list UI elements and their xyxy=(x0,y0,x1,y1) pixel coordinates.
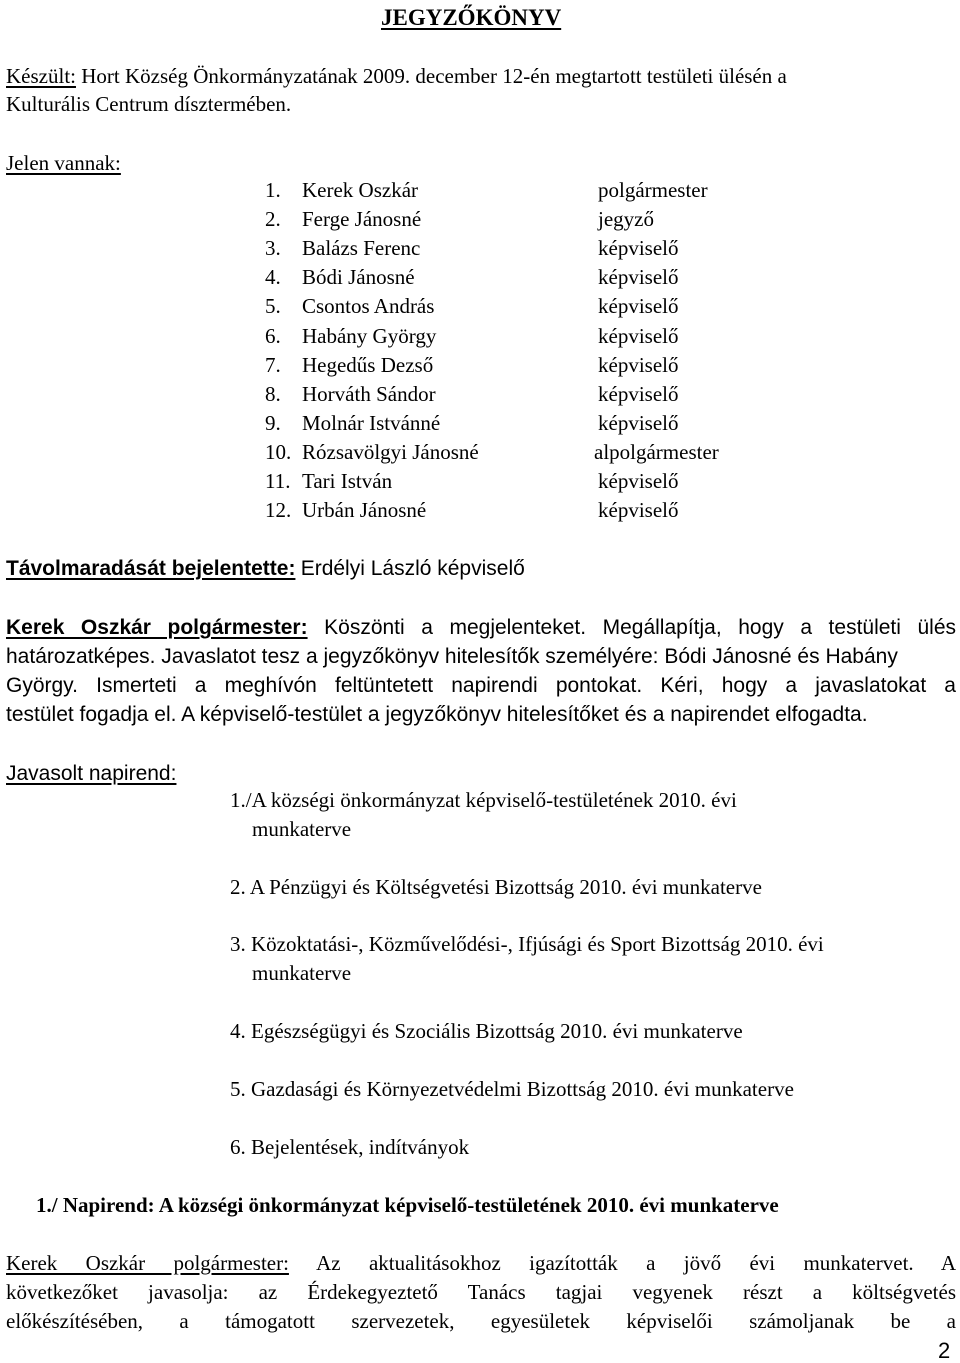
agenda-label: Javasolt napirend: xyxy=(6,762,177,785)
member-number: 11. xyxy=(265,469,291,493)
mayor-intro-text-1: Köszönti a megjelenteket. Megállapítja, hogy a testületi ülés xyxy=(324,616,956,639)
member-name: Kerek Oszkár xyxy=(302,178,419,202)
member-number: 3. xyxy=(265,236,281,260)
member-name: Csontos András xyxy=(302,294,435,318)
member-number: 5. xyxy=(265,294,281,318)
member-number: 12. xyxy=(265,498,292,522)
document-title: JEGYZŐKÖNYV xyxy=(381,5,562,30)
member-number: 9. xyxy=(265,411,281,435)
member-role: jegyző xyxy=(598,207,654,231)
member-role: képviselő xyxy=(598,469,679,493)
member-name: Balázs Ferenc xyxy=(302,236,421,260)
absent-text: Erdélyi László képviselő xyxy=(300,557,525,580)
agenda-item-3-line-2: munkaterve xyxy=(252,961,352,985)
section-1-line-1 xyxy=(6,1253,956,1274)
member-name: Bódi Jánosné xyxy=(302,265,415,289)
mayor-intro-line-1 xyxy=(6,617,956,638)
member-name: Rózsavölgyi Jánosné xyxy=(302,440,479,464)
mayor-intro-text-3: György. Ismerteti a meghívón feltüntetett napirendi pontokat. Kéri, hogy a javaslatokat a xyxy=(6,674,956,697)
agenda-item-3-line-1: 3. Közoktatási-, Közművelődési-, Ifjúsági és Sport Bizottság 2010. évi xyxy=(230,932,824,956)
absent-line xyxy=(6,558,525,579)
member-role: képviselő xyxy=(598,265,679,289)
member-role: képviselő xyxy=(598,236,679,260)
member-number: 7. xyxy=(265,353,281,377)
section-1-text-3: előkészítésében, a támogatott szervezetek, egyesületek képviselői számoljanak be a xyxy=(6,1309,956,1333)
member-name: Urbán Jánosné xyxy=(302,498,427,522)
section-1-text-1: Az aktualitásokhoz igazították a jövő évi munkatervet. A xyxy=(316,1251,957,1275)
page-number: 2 xyxy=(938,1338,951,1363)
member-number: 4. xyxy=(265,265,281,289)
made-label: Készült: xyxy=(6,64,76,88)
member-number: 10. xyxy=(265,440,292,464)
section-1-label: Kerek Oszkár polgármester: xyxy=(6,1251,289,1275)
mayor-intro-line-2: határozatképes. Javaslatot tesz a jegyzőkönyv hitelesítők személyére: Bódi Jánosné és Habány xyxy=(6,645,898,668)
member-name: Hegedűs Dezső xyxy=(302,353,434,377)
made-text-1: Hort Község Önkormányzatának 2009. december 12-én megtartott testületi ülésén a xyxy=(81,64,787,88)
member-role: képviselő xyxy=(598,324,679,348)
section-1-line-3 xyxy=(6,1311,956,1332)
member-number: 6. xyxy=(265,324,281,348)
member-role: képviselő xyxy=(598,382,679,406)
made-line-1 xyxy=(6,66,787,87)
member-number: 2. xyxy=(265,207,281,231)
agenda-item-5: 5. Gazdasági és Környezetvédelmi Bizottság 2010. évi munkaterve xyxy=(230,1077,794,1101)
agenda-item-2: 2. A Pénzügyi és Költségvetési Bizottság 2010. évi munkaterve xyxy=(230,875,762,899)
member-role: képviselő xyxy=(598,498,679,522)
member-role: alpolgármester xyxy=(594,440,719,464)
absent-label: Távolmaradását bejelentette: xyxy=(6,557,296,580)
section-1-line-2 xyxy=(6,1282,956,1303)
member-name: Tari István xyxy=(302,469,393,493)
member-role: képviselő xyxy=(598,353,679,377)
section-1-heading: 1./ Napirend: A községi önkormányzat képviselő-testületének 2010. évi munkaterve xyxy=(36,1193,779,1217)
mayor-intro-label: Kerek Oszkár polgármester: xyxy=(6,616,308,639)
member-number: 1. xyxy=(265,178,281,202)
agenda-item-1-line-1: 1./A községi önkormányzat képviselő-testületének 2010. évi xyxy=(230,788,737,812)
member-role: polgármester xyxy=(598,178,708,202)
member-name: Horváth Sándor xyxy=(302,382,436,406)
mayor-intro-line-3 xyxy=(6,675,956,696)
agenda-item-1-line-2: munkaterve xyxy=(252,817,352,841)
made-line-2: Kulturális Centrum dísztermében. xyxy=(6,92,292,116)
agenda-item-4: 4. Egészségügyi és Szociális Bizottság 2010. évi munkaterve xyxy=(230,1019,743,1043)
section-1-text-2: következőket javasolja: az Érdekegyeztető Tanács tagjai vegyenek részt a költségvetés xyxy=(6,1280,956,1304)
agenda-item-6: 6. Bejelentések, indítványok xyxy=(230,1135,470,1159)
present-label: Jelen vannak: xyxy=(6,151,121,175)
member-role: képviselő xyxy=(598,411,679,435)
member-role: képviselő xyxy=(598,294,679,318)
member-name: Molnár Istvánné xyxy=(302,411,441,435)
member-name: Ferge Jánosné xyxy=(302,207,422,231)
member-number: 8. xyxy=(265,382,281,406)
member-name: Habány György xyxy=(302,324,437,348)
mayor-intro-line-4: testület fogadja el. A képviselő-testület a jegyzőkönyv hitelesítőket és a napirendet elfogadta. xyxy=(6,703,868,726)
